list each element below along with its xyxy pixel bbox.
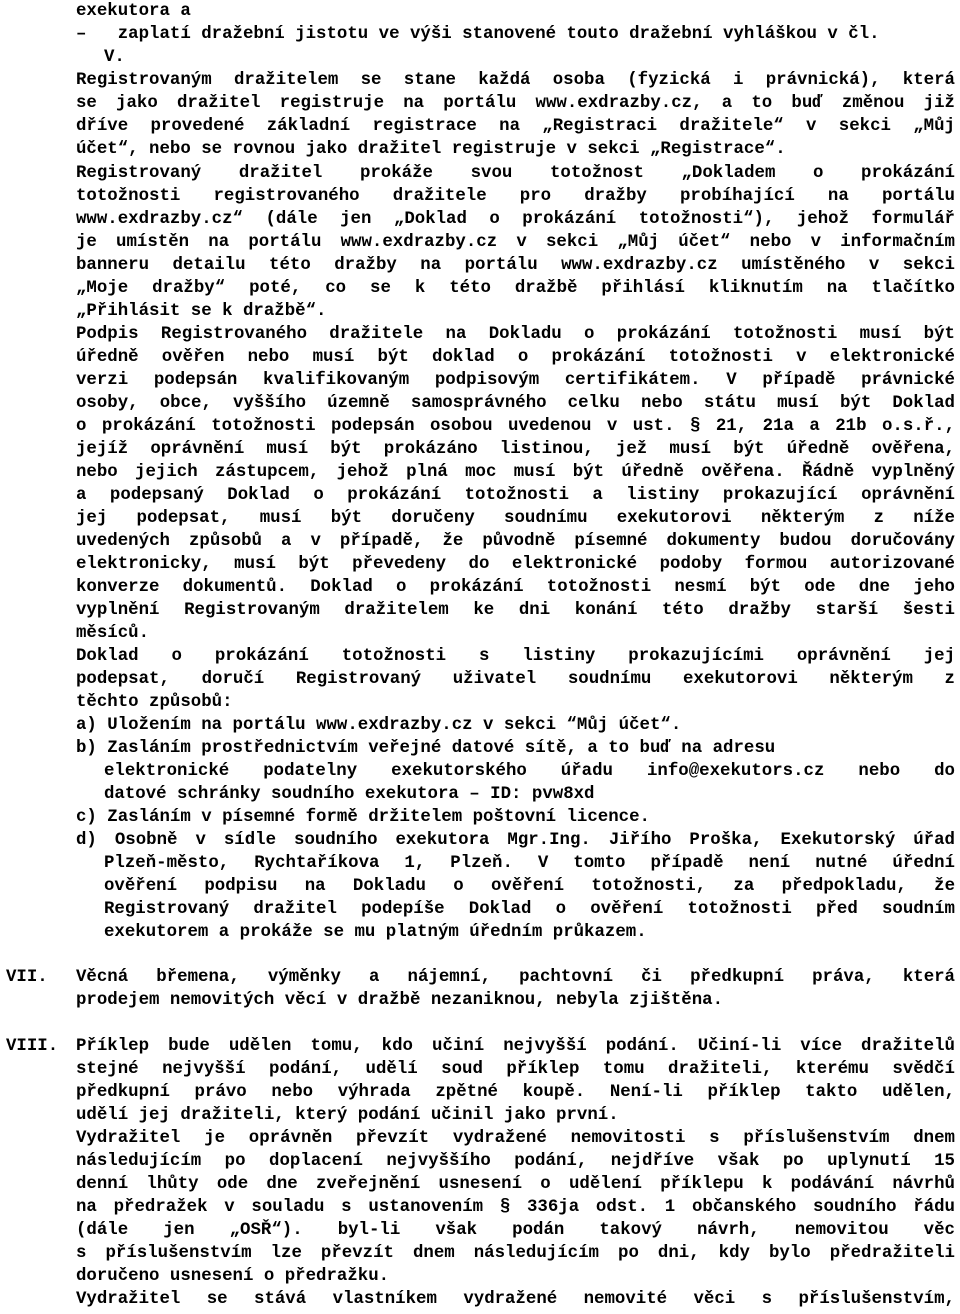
text-line: Registrovaný dražitel prokáže svou totožnost „Dokladem o prokázání — [76, 164, 955, 183]
text-line: totožnosti registrovaného dražitele pro dražby probíhající na portálu — [76, 187, 955, 206]
text-line: banneru detailu této dražby na portálu www.exdrazby.cz umístěného v sekci — [76, 256, 955, 275]
text-line: V. — [104, 48, 125, 67]
text-line: doručeno usnesení o předražku. — [76, 1267, 390, 1286]
text-line: těchto způsobů: — [76, 693, 233, 712]
text-line: exekutorem a prokáže se mu platným úředním průkazem. — [104, 923, 647, 942]
text-line: účet“, nebo se rovnou jako dražitel registruje v sekci „Registrace“. — [76, 140, 786, 159]
text-line: c) Zasláním v písemné formě držitelem poštovní licence. — [76, 808, 650, 827]
text-line: osoby, obce, vyššího územně samosprávného celku nebo státu musí být Doklad — [76, 394, 955, 413]
text-line: jejíž oprávnění musí být prokázáno listinou, jež musí být úředně ověřena, — [76, 440, 955, 459]
text-line: uvedených způsobů a v případě, že původně písemné dokumenty budou doručovány — [76, 532, 955, 551]
text-line: o prokázání totožnosti podepsán osobou uvedenou v ust. § 21, 21a a 21b o.s.ř., — [76, 417, 955, 436]
text-line: Vydražitel se stává vlastníkem vydražené nemovité věci s příslušenstvím, — [76, 1290, 955, 1309]
text-line: a podepsaný Doklad o prokázání totožnosti a listiny prokazující oprávnění — [76, 486, 955, 505]
text-line: Vydražitel je oprávněn převzít vydražené nemovitosti s příslušenstvím dnem — [76, 1129, 955, 1148]
text-line: Registrovaným dražitelem se stane každá osoba (fyzická i právnická), která — [76, 71, 955, 90]
text-line: Podpis Registrovaného dražitele na Dokladu o prokázání totožnosti musí být — [76, 325, 955, 344]
text-line: podepsat, doručí Registrovaný uživatel soudnímu exekutorovi některým z — [76, 670, 955, 689]
text-line: datové schránky soudního exekutora – ID: pvw8xd — [104, 785, 595, 804]
text-line: na předražek v souladu s ustanovením § 336ja odst. 1 občanského soudního řádu — [76, 1198, 955, 1217]
text-line: „Přihlásit se k dražbě“. — [76, 302, 327, 321]
text-line: Příklep bude udělen tomu, kdo učiní nejvyšší podání. Učiní-li více dražitelů — [76, 1037, 955, 1056]
text-line: elektronicky, musí být převedeny do elektronické podoby formou autorizované — [76, 555, 955, 574]
text-line: (dále jen „OSŘ“). byl-li však podán takový návrh, nemovitou věc — [76, 1221, 955, 1240]
text-line: konverze dokumentů. Doklad o prokázání totožnosti nesmí být ode dne jeho — [76, 578, 955, 597]
text-line: se jako dražitel registruje na portálu www.exdrazby.cz, a to buď změnou již — [76, 94, 955, 113]
text-line: Plzeň-město, Rychtaříkova 1, Plzeň. V tomto případě není nutné úřední — [104, 854, 955, 873]
text-line: exekutora a — [76, 2, 191, 21]
text-line: vyplnění Registrovaným dražitelem ke dni konání této dražby starší šesti — [76, 601, 955, 620]
text-line: měsíců. — [76, 624, 150, 643]
text-line: s příslušenstvím lze převzít dnem následujícím po dni, kdy bylo předražiteli — [76, 1244, 955, 1263]
text-line: udělí jej dražiteli, který podání učinil jako první. — [76, 1106, 619, 1125]
text-line: „Moje dražby“ poté, co se k této dražbě přihlásí kliknutím na tlačítko — [76, 279, 955, 298]
section-number: VIII. — [6, 1037, 59, 1056]
text-line: – zaplatí dražební jistotu ve výši stanovené touto dražební vyhláškou v čl. — [76, 25, 880, 44]
text-line: ověření podpisu na Dokladu o ověření totožnosti, za předpokladu, že — [104, 877, 955, 896]
text-line: předkupní právo nebo výhrada zpětné koupě. Není-li příklep takto udělen, — [76, 1083, 955, 1102]
text-line: denní lhůty ode dne zveřejnění usnesení o udělení příklepu k podávání návrhů — [76, 1175, 955, 1194]
text-line: prodejem nemovitých věcí v dražbě nezaniknou, nebyla zjištěna. — [76, 991, 724, 1010]
text-line: stejné nejvyšší podání, udělí soud příklep tomu dražiteli, kterému svědčí — [76, 1060, 955, 1079]
text-line: následujícím po doplacení nejvyššího podání, nejdříve však po uplynutí 15 — [76, 1152, 955, 1171]
text-line: Doklad o prokázání totožnosti s listiny prokazujícími oprávnění jej — [76, 647, 955, 666]
text-line: je umístěn na portálu www.exdrazby.cz v sekci „Můj účet“ nebo v informačním — [76, 233, 955, 252]
text-line: d) Osobně v sídle soudního exekutora Mgr.Ing. Jiřího Proška, Exekutorský úřad — [76, 831, 955, 850]
text-line: nebo jejich zástupcem, jehož plná moc musí být úředně ověřena. Řádně vyplněný — [76, 463, 955, 482]
text-line: www.exdrazby.cz“ (dále jen „Doklad o prokázání totožnosti“), jehož formulář — [76, 210, 955, 229]
text-line: úředně ověřen nebo musí být doklad o prokázání totožnosti v elektronické — [76, 348, 955, 367]
text-line: Věcná břemena, výměnky a nájemní, pachtovní či předkupní práva, která — [76, 968, 955, 987]
text-line: jej podepsat, musí být doručeny soudnímu exekutorovi některým z níže — [76, 509, 955, 528]
section-number: VII. — [6, 968, 48, 987]
text-line: Registrovaný dražitel podepíše Doklad o ověření totožnosti před soudním — [104, 900, 955, 919]
text-line: a) Uložením na portálu www.exdrazby.cz v sekci “Můj účet“. — [76, 716, 682, 735]
text-line: dříve provedené základní registrace na „Registraci dražitele“ v sekci „Můj — [76, 117, 955, 136]
text-line: elektronické podatelny exekutorského úřadu info@exekutors.cz nebo do — [104, 762, 955, 781]
text-line: verzi podepsán kvalifikovaným podpisovým certifikátem. V případě právnické — [76, 371, 955, 390]
text-line: b) Zasláním prostřednictvím veřejné datové sítě, a to buď na adresu — [76, 739, 776, 758]
